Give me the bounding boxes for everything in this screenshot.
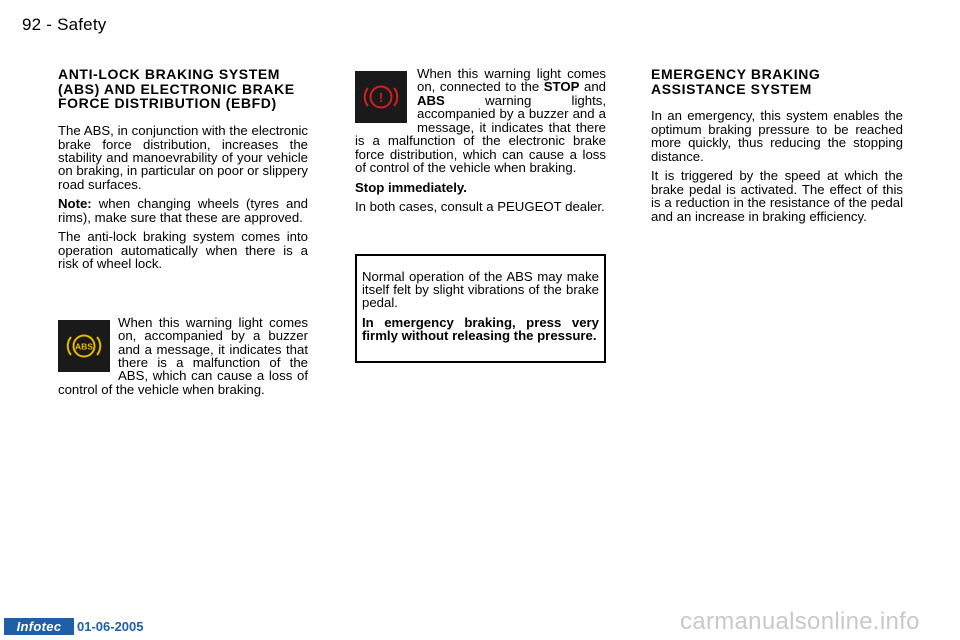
abs-section-title: ANTI-LOCK BRAKING SYSTEM (ABS) AND ELECTRONIC BRAKE FORCE DISTRIBUTION (EBFD): [58, 66, 295, 112]
abs-warning-paragraph: When this warning light comes on, accompanied by a buzzer and a message, it indicates that there is a malfunction of the ABS, which can cause a loss of control of the vehicle when braking.: [58, 314, 308, 397]
emergency-braking-paragraph: In emergency braking, press very firmly without releasing the pressure.: [362, 314, 599, 344]
emergency-paragraph-2: It is triggered by the speed at which the brake pedal is activated. The effect of this is a reduction in the resistance of the pedal and an increase in braking efficiency.: [651, 168, 903, 224]
abs-note-box: [355, 254, 606, 363]
stop-immediately-text: Stop immediately.: [355, 179, 467, 195]
note-text: when changing wheels (tyres and rims), make sure that these are approved.: [58, 196, 308, 225]
watermark: carmanualsonline.info: [680, 608, 920, 635]
note-label: Note:: [58, 196, 92, 212]
section-title: Safety: [57, 15, 107, 34]
consult-dealer-paragraph: In both cases, consult a PEUGEOT dealer.: [355, 199, 605, 215]
abs-intro-paragraph: The ABS, in conjunction with the electronic brake force distribution, increases the stability and manoevrability of your vehicle on braking, in particular on poor or slippery road surfaces.: [58, 123, 308, 192]
ebfd-text-1: When this warning light comes on, connected to the: [417, 66, 606, 95]
note-paragraph: [58, 197, 308, 224]
brake-warning-light-icon: [355, 71, 407, 123]
emergency-column: [651, 67, 903, 229]
emergency-paragraph-1: In an emergency, this system enables the optimum braking pressure to be reached more quickly, thus reducing the stopping distance.: [651, 108, 903, 164]
page-number: 92: [22, 15, 42, 34]
ebfd-column: [355, 67, 606, 363]
infotec-logo: Infotec: [4, 618, 74, 635]
abs-operation-paragraph: The anti-lock braking system comes into operation automatically when there is a risk of wheel lock.: [58, 229, 308, 272]
emergency-section-title: EMERGENCY BRAKING ASSISTANCE SYSTEM: [651, 66, 821, 97]
and-word: and: [579, 79, 606, 95]
page-header: [22, 15, 106, 35]
header-separator: -: [46, 15, 53, 34]
ebfd-text-2: warning lights, accompanied by a buzzer and a message, it indicates that there is a malfunction of the electronic brake force distribution, which can cause a loss of control of the vehicle when braking.: [355, 92, 606, 176]
normal-operation-paragraph: Normal operation of the ABS may make itself felt by slight vibrations of the brake pedal.: [362, 268, 599, 311]
abs-warning-block: [58, 316, 308, 397]
abs-icon-label: ABS: [75, 341, 93, 352]
abs-warning-light-icon: [58, 320, 110, 372]
stop-label: STOP: [543, 79, 580, 95]
stop-icon-label: !: [378, 90, 384, 105]
footer-date: 01-06-2005: [77, 619, 144, 634]
abs-label: ABS: [417, 92, 445, 108]
abs-column: [58, 67, 308, 402]
